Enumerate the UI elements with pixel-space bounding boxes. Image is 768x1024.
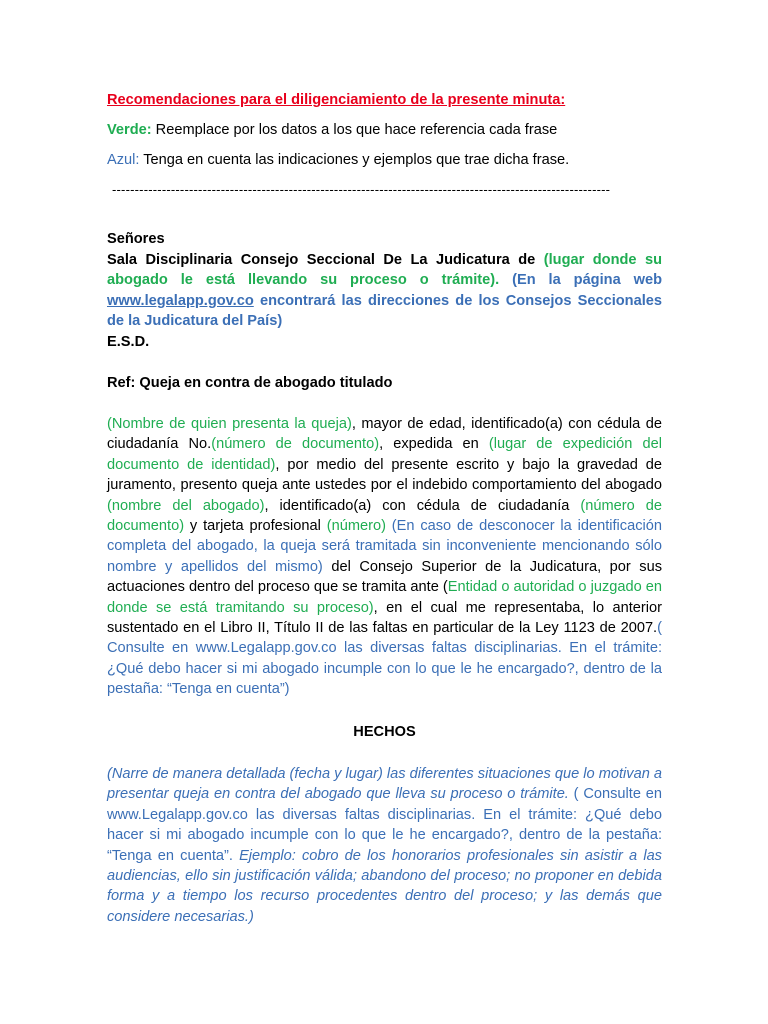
- hechos-instruction: (Narre de manera detallada (fecha y lugar) las diferentes situaciones que lo motivan a presentar queja en contra del abogado que lleva su proceso o trámite.: [107, 766, 662, 803]
- placeholder-nombre: (Nombre de quien presenta la queja): [107, 416, 352, 432]
- body-text: , identificado(a) con cédula de ciudadanía: [264, 497, 581, 514]
- sala-text: Sala Disciplinaria Consejo Seccional De La Judicatura de: [107, 252, 544, 268]
- hechos-ejemplo: Ejemplo: cobro de los honorarios profesionales sin asistir a las audiencias, ello sin justificación válida; abandono del proceso; no proponer en debida forma y a tiempo los recurso procedentes dentro del proceso; y las demás que considere necesarias.): [107, 847, 662, 925]
- note-consulte: ( Consulte en www.Legalapp.gov.co las diversas faltas disciplinarias. En el trámite: ¿Qué debo hacer si mi abogado incumple con lo que le he encargado?, dentro de la pestaña: “Tenga en cuenta”): [107, 620, 662, 698]
- greeting: Señores: [107, 231, 165, 247]
- recommendations-title: Recomendaciones para el diligenciamiento de la presente minuta:: [107, 92, 566, 108]
- esd-line: E.S.D.: [107, 334, 150, 350]
- verde-text: Reemplace por los datos a los que hace referencia cada frase: [151, 122, 558, 138]
- placeholder-documento-abogado: (número de documento): [107, 497, 662, 535]
- hechos-consulte: ( Consulte en www.Legalapp.gov.co las diversas faltas disciplinarias. En el trámite: ¿Qué debo hacer si mi abogado incumple con lo que le he encargado?, dentro de la pestaña: “Tenga en cuenta”.: [107, 786, 662, 864]
- body-paragraph: [107, 414, 662, 700]
- azul-label: Azul:: [107, 152, 140, 168]
- body-text: , por medio del presente escrito y bajo la gravedad de juramento, presento queja ante ustedes por el indebido comportamiento del abogado: [107, 456, 662, 494]
- note-identificacion: (En caso de desconocer la identificación completa del abogado, la queja será tramitada sin inconveniente mencionando sólo nombre y apellidos del mismo): [107, 518, 662, 575]
- web-link[interactable]: www.legalapp.gov.co: [107, 292, 254, 309]
- lugar-placeholder: (lugar donde su abogado le está llevando su proceso o trámite): [107, 252, 662, 289]
- recommendations-section: [107, 90, 662, 110]
- verde-label: Verde:: [107, 122, 152, 138]
- placeholder-entidad: Entidad o autoridad o juzgado en donde se está tramitando su proceso): [107, 579, 662, 616]
- web-pre: (En la página web: [499, 272, 662, 289]
- body-text: y tarjeta profesional: [184, 518, 327, 535]
- azul-text: Tenga en cuenta las indicaciones y ejemplos que trae dicha frase.: [139, 152, 570, 168]
- lugar-dot: .: [495, 272, 500, 289]
- ref-line: Ref: Queja en contra de abogado titulado: [107, 375, 393, 391]
- body-text: , en el cual me representaba, lo anterior sustentado en el Libro II, Título II de las faltas en particular de la Ley 1123 de 2007.: [107, 599, 662, 637]
- placeholder-numero-tarjeta: (número): [326, 518, 386, 535]
- placeholder-lugar-expedicion: (lugar de expedición del documento de identidad): [107, 436, 662, 473]
- web-post: encontrará las direcciones de los Consejos Seccionales de la Judicatura del País): [107, 292, 662, 330]
- placeholder-nombre-abogado: (nombre del abogado): [107, 497, 265, 514]
- azul-line: [107, 150, 662, 170]
- placeholder-numero-documento: (número de documento): [211, 436, 380, 453]
- dashed-divider: --------------------------------------------------------------------------------------------------------------: [112, 182, 611, 197]
- body-text: , mayor de edad, identificado(a) con cédula de ciudadanía No.: [107, 416, 663, 453]
- hechos-paragraph: [107, 764, 662, 927]
- body-text: , expedida en: [379, 436, 489, 453]
- recipient-paragraph: [107, 250, 662, 332]
- verde-line: [107, 120, 662, 140]
- hechos-title: HECHOS: [353, 724, 416, 740]
- body-text: del Consejo Superior de la Judicatura, por sus actuaciones dentro del proceso que se tramita ante (: [107, 558, 662, 596]
